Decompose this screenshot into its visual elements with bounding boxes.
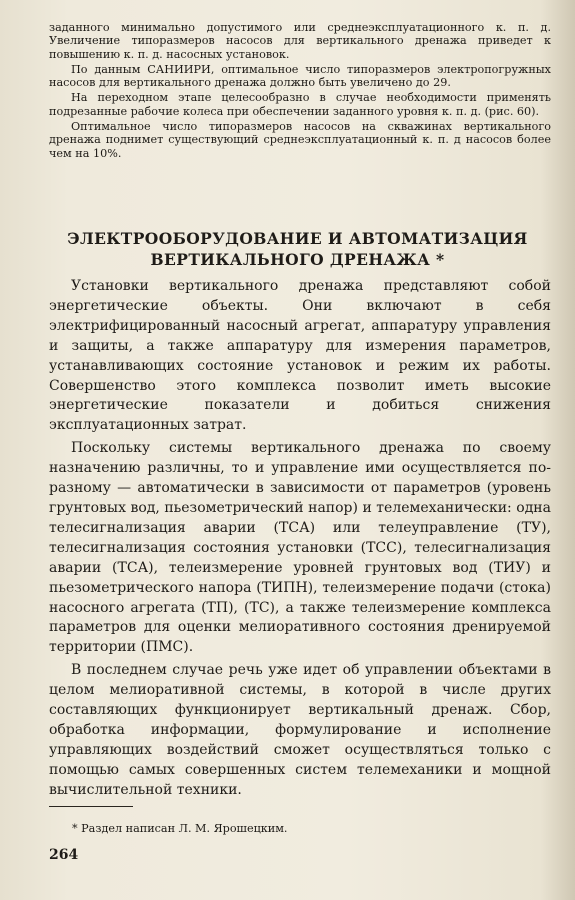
- paragraph: На переходном этапе целесообразно в случае необходимости применять подрезанные рабочие колеса при обеспечении заданного уровня к. п. д. (рис. 60).: [49, 91, 551, 118]
- section-title-line-1: ЭЛЕКТРООБОРУДОВАНИЕ И АВТОМАТИЗАЦИЯ: [67, 229, 528, 248]
- section-title: [40, 228, 555, 270]
- page-number: 264: [49, 847, 79, 863]
- paragraph: заданного минимально допустимого или среднеэксплуатационного к. п. д. Увеличение типоразмеров насосов для вертикального дренажа приведет к повышению к. п. д. насосных установок.: [49, 21, 551, 61]
- main-text-block: [49, 277, 551, 801]
- paragraph: Оптимальное число типоразмеров насосов на скважинах вертикального дренажа поднимет существующий среднеэксплуатационный к. п. д насосов более чем на 10%.: [49, 120, 551, 160]
- paragraph: Установки вертикального дренажа представляют собой энергетические объекты. Они включают в себя электрифицированный насосный агрегат, аппаратуру управления и защиты, а также аппаратуру для измерения параметров, устанавливающих состояние установок и режим их работы. Совершенство этого комплекса позволит иметь высокие энергетические показатели и добиться снижения эксплуатационных затрат.: [49, 278, 551, 434]
- section-title-line-2: ВЕРТИКАЛЬНОГО ДРЕНАЖА *: [150, 250, 445, 269]
- top-text-block: [49, 21, 551, 160]
- footnote-divider: [49, 806, 133, 807]
- paragraph: Поскольку системы вертикального дренажа по своему назначению различны, то и управление ими осуществляется по-разному — автоматически в зависимости от параметров (уровень грунтовых вод, пьезометрический напор) и телемеханически: одна телесигнализация аварии (ТСА) или телеуправление (ТУ), телесигнализация состояния установки (ТСС), телесигнализация аварии (ТСА), телеизмерение уровней грунтовых вод (ТИУ) и пьезометрического напора (ТИПН), телеизмерение подачи (стока) насосного агрегата (ТП), (ТС), а также телеизмерение комплекса параметров для оценки мелиоративного состояния дренируемой территории (ПМС).: [49, 440, 551, 656]
- paragraph: По данным САНИИРИ, оптимальное число типоразмеров электропогружных насосов для вертикального дренажа должно быть увеличено до 29.: [49, 62, 551, 90]
- footnote: * Раздел написан Л. М. Ярошецким.: [72, 822, 288, 835]
- paragraph: В последнем случае речь уже идет об управлении объектами в целом мелиоративной системы, в которой в числе других составляющих функционирует вертикальный дренаж. Сбор, обработка информации, формулирование и исполнение управляющих воздействий сможет осуществляться только с помощью самых совершенных систем телемеханики и мощной вычислительной техники.: [49, 662, 551, 798]
